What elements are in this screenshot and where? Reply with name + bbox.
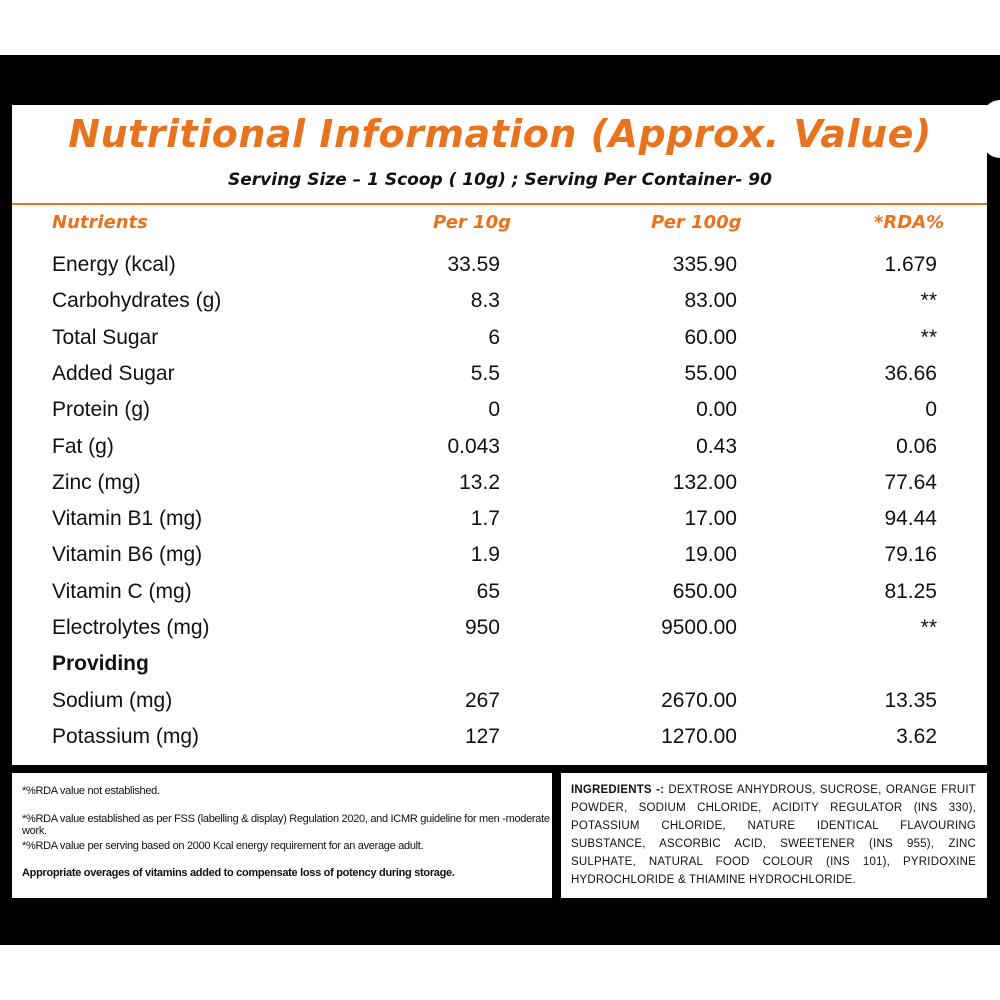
value-rda: **	[920, 325, 937, 349]
nutrient-name: Zinc (mg)	[52, 470, 141, 494]
value-per-100g: 83.00	[684, 289, 737, 313]
value-per-100g: 17.00	[684, 507, 737, 531]
nutrient-name: Total Sugar	[52, 325, 159, 349]
value-per-100g: 0.00	[696, 398, 737, 422]
table-row	[0, 362, 1000, 398]
value-rda: 36.66	[884, 361, 937, 385]
value-rda: 81.25	[884, 579, 937, 603]
value-per-10g: 1.9	[470, 543, 500, 567]
header-divider	[12, 203, 987, 205]
value-rda: 79.16	[884, 543, 937, 567]
value-per-100g: 650.00	[672, 579, 737, 603]
value-per-100g: 2670.00	[661, 688, 737, 712]
nutrient-name: Electrolytes (mg)	[52, 616, 210, 639]
value-per-10g: 950	[464, 616, 500, 639]
nutrient-name: Protein (g)	[52, 398, 151, 422]
serving-info: Serving Size – 1 Scoop ( 10g) ; Serving Per Container- 90	[228, 170, 772, 190]
footnote: *%RDA value established as per FSS (labelling & display) Regulation 2020, and ICMR guideline for men -moderate work.	[22, 813, 550, 837]
footnote: *%RDA value not established.	[22, 785, 160, 797]
ingredients-box	[561, 773, 987, 898]
footnotes-box	[12, 773, 552, 898]
value-per-100g: 335.90	[672, 253, 737, 276]
table-row	[0, 326, 1000, 362]
nutrient-name: Potassium (mg)	[52, 724, 200, 748]
value-rda: **	[920, 616, 937, 639]
value-per-10g: 65	[476, 579, 500, 603]
table-row	[0, 725, 1000, 761]
table-row	[0, 435, 1000, 471]
value-per-100g: 60.00	[684, 325, 737, 349]
footnote-overages: Appropriate overages of vitamins added to compensate loss of potency during storage.	[22, 867, 455, 879]
value-per-10g: 0	[488, 398, 500, 422]
table-row	[0, 507, 1000, 543]
value-rda: 0	[925, 398, 937, 422]
value-rda: 77.64	[884, 470, 937, 494]
nutrient-name: Sodium (mg)	[52, 688, 173, 712]
group-label-providing	[0, 652, 1000, 688]
table-row	[0, 253, 1000, 289]
table-row	[0, 398, 1000, 434]
value-rda: 3.62	[896, 724, 937, 748]
value-per-10g: 6	[488, 325, 500, 349]
value-rda: **	[920, 289, 937, 313]
column-header-per-10g: Per 10g	[433, 212, 511, 233]
value-per-10g: 33.59	[447, 253, 500, 276]
value-per-10g: 1.7	[470, 507, 500, 531]
value-per-100g: 55.00	[684, 361, 737, 385]
nutrient-name: Added Sugar	[52, 361, 175, 385]
group-label-text: Providing	[52, 652, 149, 676]
nutrient-name: Vitamin C (mg)	[52, 579, 192, 603]
ingredients-label: INGREDIENTS -:	[571, 784, 665, 796]
value-per-10g: 8.3	[470, 289, 500, 313]
nutrient-name: Fat (g)	[52, 434, 114, 458]
table-row	[0, 689, 1000, 725]
value-rda: 13.35	[884, 688, 937, 712]
value-per-10g: 13.2	[459, 470, 500, 494]
value-per-100g: 19.00	[684, 543, 737, 567]
nutrient-name: Carbohydrates (g)	[52, 289, 222, 313]
table-row	[0, 289, 1000, 325]
value-per-10g: 0.043	[447, 434, 500, 458]
table-row	[0, 543, 1000, 579]
value-per-10g: 267	[464, 688, 500, 712]
table-row	[0, 616, 1000, 652]
value-per-100g: 132.00	[672, 470, 737, 494]
page-title: Nutritional Information (Approx. Value)	[68, 112, 932, 156]
nutrient-name: Vitamin B1 (mg)	[52, 507, 203, 531]
ingredients-list: DEXTROSE ANHYDROUS, SUCROSE, ORANGE FRUIT POWDER, SODIUM CHLORIDE, ACIDITY REGULATOR (INS 330), POTASSIUM CHLORIDE, NATURE IDENTICAL FLAVOURING SUBSTANCE, ASCORBIC ACID, SWEETENER (INS 955), ZINC SULPHATE, NATURAL FOOD COLOUR (INS 101), PYRIDOXINE HYDROCHLORIDE & THIAMINE HYDROCHLORIDE.	[571, 784, 976, 886]
column-header-nutrients: Nutrients	[52, 212, 148, 233]
value-per-100g: 9500.00	[661, 616, 737, 639]
value-per-100g: 1270.00	[661, 724, 737, 748]
table-row	[0, 580, 1000, 616]
column-header-per-100g: Per 100g	[651, 212, 742, 233]
value-rda: 94.44	[884, 507, 937, 531]
value-per-10g: 127	[464, 724, 500, 748]
value-per-10g: 5.5	[470, 361, 500, 385]
footnote: *%RDA value per serving based on 2000 Kcal energy requirement for an average adult.	[22, 840, 424, 852]
value-per-100g: 0.43	[696, 434, 737, 458]
nutrient-name: Energy (kcal)	[52, 253, 176, 276]
nutrient-name: Vitamin B6 (mg)	[52, 543, 203, 567]
table-row	[0, 471, 1000, 507]
column-header-rda: *RDA%	[874, 212, 945, 233]
value-rda: 0.06	[896, 434, 937, 458]
ingredients-text	[571, 781, 976, 889]
value-rda: 1.679	[884, 253, 937, 276]
